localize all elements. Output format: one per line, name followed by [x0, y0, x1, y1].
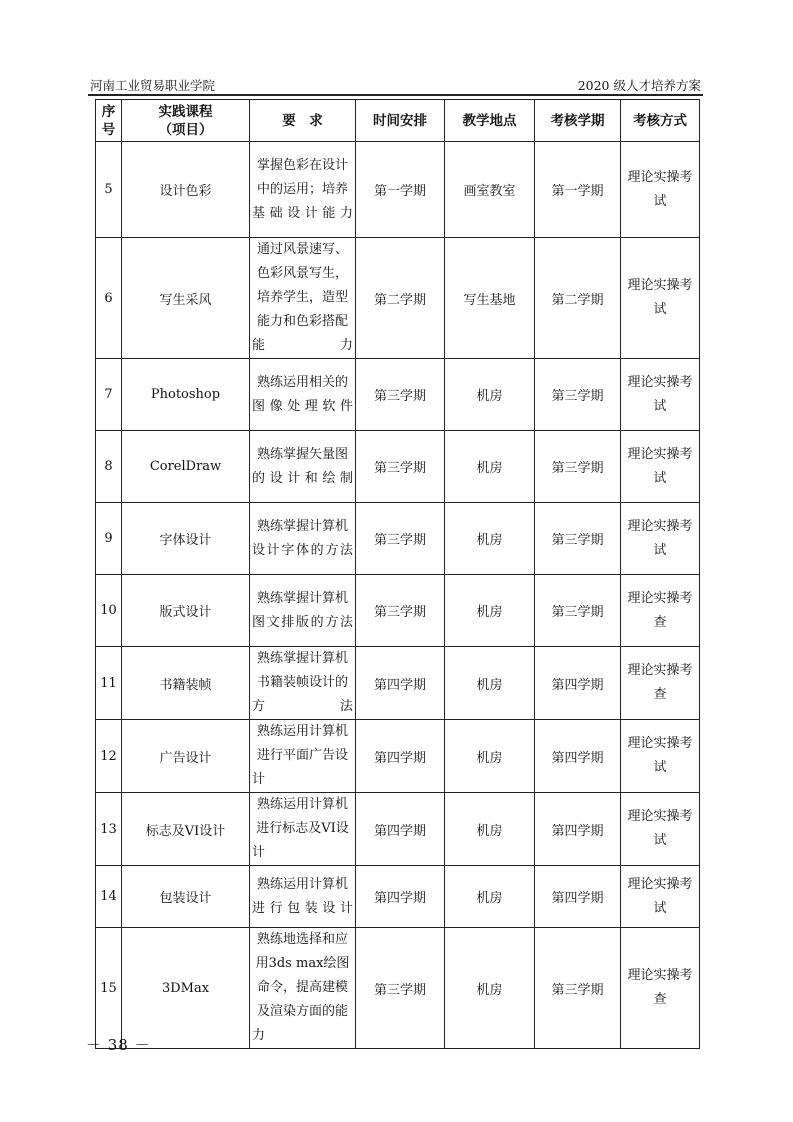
cell-exam-method: 理论实操考试	[621, 238, 700, 359]
cell-schedule: 第四学期	[356, 720, 445, 793]
cell-exam-method: 理论实操考试	[621, 866, 700, 928]
header-school-name: 河南工业贸易职业学院	[90, 78, 216, 93]
cell-location: 机房	[445, 359, 535, 431]
cell-location: 机房	[445, 575, 535, 647]
cell-requirement: 熟练运用计算机进行平面广告设计	[250, 720, 356, 793]
cell-course: 写生采风	[122, 238, 250, 359]
table-row	[96, 575, 700, 647]
cell-exam-term: 第一学期	[535, 142, 621, 238]
cell-exam-method: 理论实操考查	[621, 928, 700, 1049]
cell-exam-method: 理论实操考试	[621, 431, 700, 503]
cell-requirement: 熟练掌握矢量图的设计和绘制	[250, 431, 356, 503]
cell-seq: 7	[96, 359, 122, 431]
cell-location: 机房	[445, 647, 535, 720]
cell-requirement: 熟练运用相关的图像处理软件	[250, 359, 356, 431]
cell-requirement: 通过风景速写、色彩风景写生，培养学生，造型能力和色彩搭配能力	[250, 238, 356, 359]
table-row	[96, 359, 700, 431]
cell-seq: 14	[96, 866, 122, 928]
cell-exam-term: 第二学期	[535, 238, 621, 359]
table-row	[96, 866, 700, 928]
cell-requirement: 熟练运用计算机进行包装设计	[250, 866, 356, 928]
cell-seq: 11	[96, 647, 122, 720]
cell-schedule: 第三学期	[356, 928, 445, 1049]
cell-exam-term: 第三学期	[535, 431, 621, 503]
cell-seq: 15	[96, 928, 122, 1049]
header-course-line1: 实践课程	[158, 103, 213, 120]
cell-seq: 5	[96, 142, 122, 238]
cell-schedule: 第三学期	[356, 359, 445, 431]
table-row	[96, 142, 700, 238]
header-location: 教学地点	[445, 100, 535, 142]
practice-course-table	[95, 99, 700, 1049]
cell-course: 版式设计	[122, 575, 250, 647]
cell-seq: 6	[96, 238, 122, 359]
cell-schedule: 第四学期	[356, 866, 445, 928]
table-row	[96, 720, 700, 793]
cell-location: 写生基地	[445, 238, 535, 359]
cell-course: 3DMax	[122, 928, 250, 1049]
cell-course: 广告设计	[122, 720, 250, 793]
table-row	[96, 647, 700, 720]
cell-seq: 8	[96, 431, 122, 503]
cell-location: 画室教室	[445, 142, 535, 238]
cell-requirement: 熟练运用计算机进行标志及VI设计	[250, 793, 356, 866]
cell-location: 机房	[445, 928, 535, 1049]
cell-course: 标志及VI设计	[122, 793, 250, 866]
table-header-row	[96, 100, 700, 142]
cell-requirement: 掌握色彩在设计中的运用；培养基础设计能力	[250, 142, 356, 238]
cell-exam-method: 理论实操考查	[621, 647, 700, 720]
cell-schedule: 第四学期	[356, 647, 445, 720]
cell-exam-term: 第三学期	[535, 575, 621, 647]
table-row	[96, 928, 700, 1049]
cell-seq: 12	[96, 720, 122, 793]
cell-schedule: 第三学期	[356, 431, 445, 503]
cell-schedule: 第三学期	[356, 575, 445, 647]
cell-seq: 9	[96, 503, 122, 575]
cell-exam-method: 理论实操考查	[621, 575, 700, 647]
cell-exam-term: 第三学期	[535, 359, 621, 431]
cell-exam-method: 理论实操考试	[621, 793, 700, 866]
header-seq: 序号	[96, 100, 122, 142]
cell-exam-term: 第四学期	[535, 647, 621, 720]
header-exam-method: 考核方式	[621, 100, 700, 142]
cell-location: 机房	[445, 503, 535, 575]
header-exam-term: 考核学期	[535, 100, 621, 142]
header-schedule: 时间安排	[356, 100, 445, 142]
cell-requirement: 熟练掌握计算机图文排版的方法	[250, 575, 356, 647]
header-requirement: 要 求	[250, 100, 356, 142]
cell-course: Photoshop	[122, 359, 250, 431]
table-row	[96, 431, 700, 503]
cell-schedule: 第二学期	[356, 238, 445, 359]
cell-exam-term: 第三学期	[535, 928, 621, 1049]
cell-schedule: 第三学期	[356, 503, 445, 575]
cell-location: 机房	[445, 793, 535, 866]
cell-requirement: 熟练地选择和应用3ds max绘图命令，提高建模及渲染方面的能力	[250, 928, 356, 1049]
header-rule	[88, 94, 703, 96]
cell-seq: 13	[96, 793, 122, 866]
cell-requirement: 熟练掌握计算机设计字体的方法	[250, 503, 356, 575]
cell-seq: 10	[96, 575, 122, 647]
cell-exam-method: 理论实操考试	[621, 359, 700, 431]
table-row	[96, 793, 700, 866]
cell-location: 机房	[445, 431, 535, 503]
header-course-line2: （项目）	[158, 121, 213, 138]
cell-exam-method: 理论实操考试	[621, 720, 700, 793]
cell-course: 书籍装帧	[122, 647, 250, 720]
cell-location: 机房	[445, 866, 535, 928]
cell-exam-term: 第四学期	[535, 793, 621, 866]
cell-exam-term: 第四学期	[535, 866, 621, 928]
page-number: － 38 －	[86, 1036, 151, 1054]
cell-location: 机房	[445, 720, 535, 793]
cell-schedule: 第四学期	[356, 793, 445, 866]
cell-exam-term: 第四学期	[535, 720, 621, 793]
cell-course: 字体设计	[122, 503, 250, 575]
table-row	[96, 503, 700, 575]
cell-course: 包装设计	[122, 866, 250, 928]
cell-exam-term: 第三学期	[535, 503, 621, 575]
cell-exam-method: 理论实操考试	[621, 503, 700, 575]
cell-course: 设计色彩	[122, 142, 250, 238]
cell-schedule: 第一学期	[356, 142, 445, 238]
cell-course: CorelDraw	[122, 431, 250, 503]
header-course	[122, 100, 250, 142]
cell-exam-method: 理论实操考试	[621, 142, 700, 238]
table-row	[96, 238, 700, 359]
header-document-title: 2020 级人才培养方案	[577, 78, 701, 93]
cell-requirement: 熟练掌握计算机书籍装帧设计的方法	[250, 647, 356, 720]
